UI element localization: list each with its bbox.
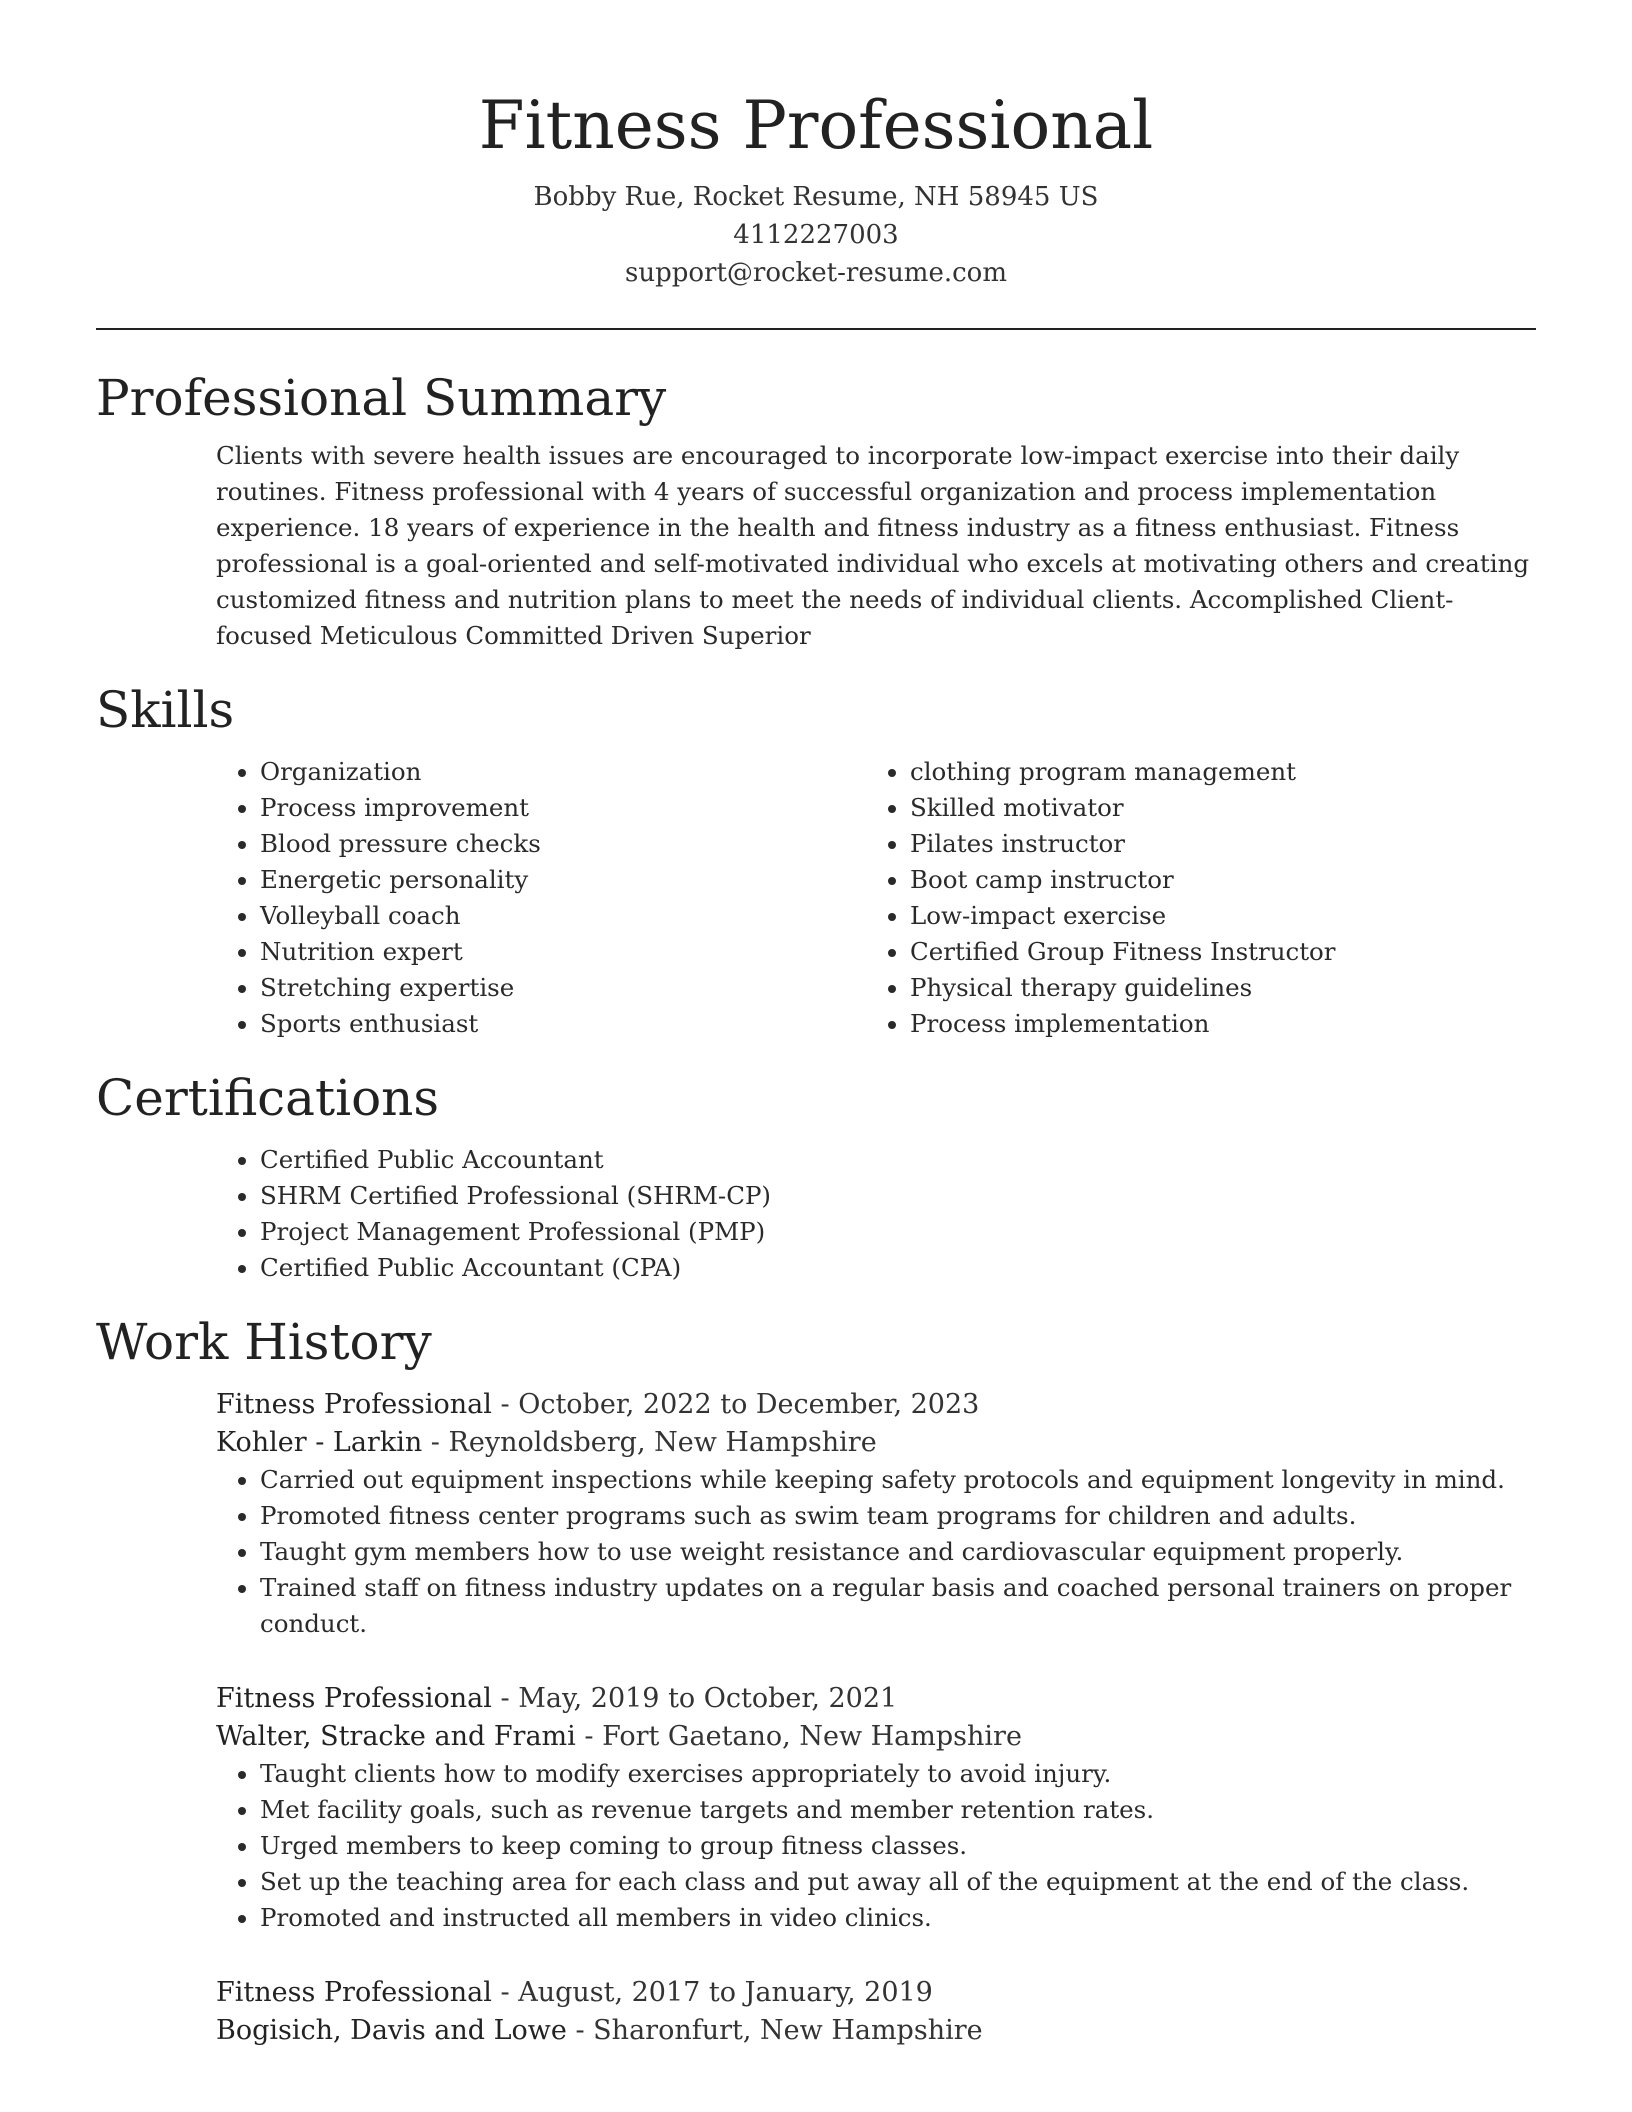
job-bullet: • Trained staff on fitness industry updates on a regular basis and coached personal trainers on proper conduct. bbox=[260, 1570, 1536, 1642]
contact-phone: 4112227003 bbox=[733, 220, 899, 250]
work-history-title: Work History bbox=[96, 1313, 432, 1371]
certification-item: • Certified Public Accountant bbox=[260, 1142, 1536, 1178]
job-entry bbox=[216, 1974, 1536, 2050]
job-dates: - August, 2017 to January, 2019 bbox=[491, 1977, 933, 2008]
skills-body bbox=[216, 754, 1536, 1042]
certifications-body bbox=[216, 1142, 1536, 1286]
job-entry bbox=[216, 1386, 1536, 1642]
skill-item: • Organization bbox=[260, 754, 866, 790]
resume-page bbox=[96, 0, 1536, 2088]
certification-item: • Certified Public Accountant (CPA) bbox=[260, 1250, 1536, 1286]
job-company: Kohler - Larkin bbox=[216, 1427, 423, 1458]
certification-item: • Project Management Professional (PMP) bbox=[260, 1214, 1536, 1250]
job-entry bbox=[216, 1680, 1536, 1936]
job-bullet: • Carried out equipment inspections while keeping safety protocols and equipment longevity in mind. bbox=[260, 1462, 1536, 1498]
job-bullet: • Urged members to keep coming to group fitness classes. bbox=[260, 1828, 1536, 1864]
job-bullet: • Set up the teaching area for each class and put away all of the equipment at the end of the class. bbox=[260, 1864, 1536, 1900]
skills-column-left bbox=[216, 754, 866, 1042]
skills-section bbox=[96, 680, 1536, 1042]
skill-item: • Low-impact exercise bbox=[910, 898, 1516, 934]
skill-item: • Boot camp instructor bbox=[910, 862, 1516, 898]
summary-text: Clients with severe health issues are encouraged to incorporate low-impact exercise into their daily routines. Fitness professional with 4 years of successful organization and process implementation experience. 18 years of experience in the health and fitness industry as a fitness enthusiast. Fitness professional is a goal-oriented and self-motivated individual who excels at motivating others and creating customized fitness and nutrition plans to meet the needs of individual clients. Accomplished Client-focused Meticulous Committed Driven Superior bbox=[216, 441, 1530, 650]
skill-item: • Skilled motivator bbox=[910, 790, 1516, 826]
job-company-line bbox=[216, 1424, 1536, 1462]
header-divider bbox=[96, 328, 1536, 330]
job-company: Walter, Stracke and Frami bbox=[216, 1721, 576, 1752]
job-bullet: • Met facility goals, such as revenue targets and member retention rates. bbox=[260, 1792, 1536, 1828]
certifications-list bbox=[216, 1142, 1536, 1286]
job-bullet: • Promoted fitness center programs such as swim team programs for children and adults. bbox=[260, 1498, 1536, 1534]
skill-item: • Certified Group Fitness Instructor bbox=[910, 934, 1516, 970]
job-bullet: • Taught clients how to modify exercises appropriately to avoid injury. bbox=[260, 1756, 1536, 1792]
skills-columns bbox=[216, 754, 1536, 1042]
job-title-line bbox=[216, 1680, 1536, 1718]
certifications-section bbox=[96, 1068, 1536, 1286]
certifications-title: Certifications bbox=[96, 1069, 440, 1127]
certification-item: • SHRM Certified Professional (SHRM-CP) bbox=[260, 1178, 1536, 1214]
job-location: - Reynoldsberg, New Hampshire bbox=[422, 1427, 877, 1458]
job-dates: - October, 2022 to December, 2023 bbox=[491, 1389, 980, 1420]
job-bullets bbox=[216, 1462, 1536, 1642]
job-dates: - May, 2019 to October, 2021 bbox=[491, 1683, 898, 1714]
skill-item: • Process improvement bbox=[260, 790, 866, 826]
resume-name: Fitness Professional bbox=[478, 87, 1154, 164]
job-location: - Fort Gaetano, New Hampshire bbox=[575, 1721, 1022, 1752]
job-bullet: • Taught gym members how to use weight resistance and cardiovascular equipment properly. bbox=[260, 1534, 1536, 1570]
skills-column-right bbox=[866, 754, 1516, 1042]
job-title-line bbox=[216, 1386, 1536, 1424]
skills-list-left bbox=[216, 754, 866, 1042]
contact-address: Bobby Rue, Rocket Resume, NH 58945 US bbox=[533, 182, 1099, 212]
job-company: Bogisich, Davis and Lowe bbox=[216, 2015, 567, 2046]
job-role: Fitness Professional bbox=[216, 1389, 492, 1420]
summary-title: Professional Summary bbox=[96, 369, 667, 427]
resume-header bbox=[96, 0, 1536, 292]
skills-list-right bbox=[866, 754, 1516, 1042]
job-role: Fitness Professional bbox=[216, 1977, 492, 2008]
skill-item: • Volleyball coach bbox=[260, 898, 866, 934]
work-history-section bbox=[96, 1312, 1536, 2050]
work-history-body bbox=[216, 1386, 1536, 2050]
skill-item: • Energetic personality bbox=[260, 862, 866, 898]
job-location: - Sharonfurt, New Hampshire bbox=[566, 2015, 983, 2046]
contact-email: support@rocket-resume.com bbox=[624, 258, 1007, 288]
job-bullet: • Promoted and instructed all members in video clinics. bbox=[260, 1900, 1536, 1936]
summary-section bbox=[96, 368, 1536, 654]
job-company-line bbox=[216, 2012, 1536, 2050]
skill-item: • Process implementation bbox=[910, 1006, 1516, 1042]
skill-item: • Sports enthusiast bbox=[260, 1006, 866, 1042]
skill-item: • Physical therapy guidelines bbox=[910, 970, 1516, 1006]
job-company-line bbox=[216, 1718, 1536, 1756]
job-title-line bbox=[216, 1974, 1536, 2012]
skill-item: • clothing program management bbox=[910, 754, 1516, 790]
skill-item: • Blood pressure checks bbox=[260, 826, 866, 862]
skill-item: • Stretching expertise bbox=[260, 970, 866, 1006]
summary-body bbox=[216, 438, 1536, 654]
job-role: Fitness Professional bbox=[216, 1683, 492, 1714]
skill-item: • Nutrition expert bbox=[260, 934, 866, 970]
skills-title: Skills bbox=[96, 681, 235, 739]
skill-item: • Pilates instructor bbox=[910, 826, 1516, 862]
job-bullets bbox=[216, 1756, 1536, 1936]
